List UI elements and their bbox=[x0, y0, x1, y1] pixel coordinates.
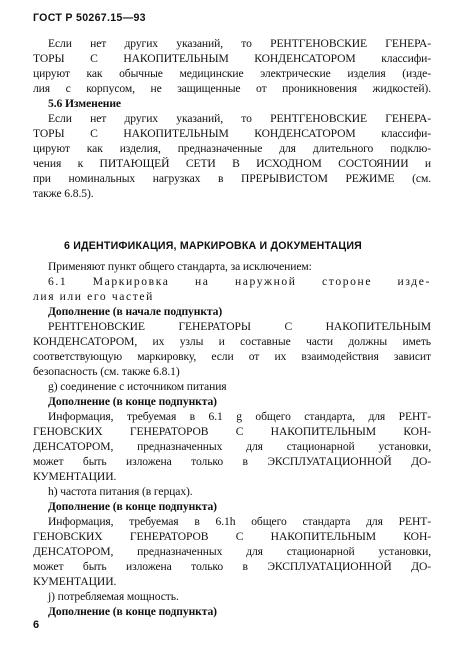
text-line: чения к ПИТАЮЩЕЙ СЕТИ В ИСХОДНОМ СОСТОЯНИИ и bbox=[33, 157, 431, 170]
clause-title: 6.1 Маркировка на наружной стороне изде- bbox=[48, 275, 431, 288]
text-line: РЕНТГЕНОВСКИЕ ГЕНЕРАТОРЫ С НАКОПИТЕЛЬНЫМ bbox=[48, 320, 431, 333]
text-line: цируют как изделия, предназначенные для длительного подклю- bbox=[33, 142, 431, 155]
text-line: ГЕНОВСКИХ ГЕНЕРАТОРОВ С НАКОПИТЕЛЬНЫМ КОН- bbox=[33, 530, 431, 543]
text-line: Информация, требуемая в 6.1 g общего стандарта, для РЕНТ- bbox=[48, 410, 431, 423]
text-line: лия с корпусом, не защищенные от проникновения жидкостей). bbox=[33, 82, 431, 95]
text-line: также 6.8.5). bbox=[33, 187, 94, 200]
text-line: ТОРЫ С НАКОПИТЕЛЬНЫМ КОНДЕНСАТОРОМ классифи- bbox=[33, 127, 431, 140]
document-header: ГОСТ Р 50267.15—93 bbox=[33, 12, 146, 24]
text-line: Информация, требуемая в 6.1h общего стандарта для РЕНТ- bbox=[48, 515, 431, 528]
text-line: Если нет других указаний, то РЕНТГЕНОВСКИЕ ГЕНЕРА- bbox=[48, 112, 431, 125]
amendment-label: Дополнение (в конце подпункта) bbox=[48, 395, 217, 408]
page-number: 6 bbox=[33, 619, 40, 631]
section-heading: 6 ИДЕНТИФИКАЦИЯ, МАРКИРОВКА И ДОКУМЕНТАЦИЯ bbox=[64, 240, 362, 252]
text-line: может быть изложена только в ЭКСПЛУАТАЦИОННОЙ ДО- bbox=[33, 455, 431, 468]
item-title: g) соединение с источником питания bbox=[48, 380, 227, 393]
item-title: j) потребляемая мощность. bbox=[48, 590, 179, 603]
text-line: при номинальных нагрузках в ПРЕРЫВИСТОМ РЕЖИМЕ (см. bbox=[33, 172, 431, 185]
text-line: КУМЕНТАЦИИ. bbox=[33, 470, 117, 483]
text-line: ГЕНОВСКИХ ГЕНЕРАТОРОВ С НАКОПИТЕЛЬНЫМ КОН- bbox=[33, 425, 431, 438]
text-line: соответствующую маркировку, если от их взаимодействия зависит bbox=[33, 350, 431, 363]
text-line: Если нет других указаний, то РЕНТГЕНОВСКИЕ ГЕНЕРА- bbox=[48, 37, 431, 50]
clause-title: лия или его частей bbox=[33, 290, 154, 303]
text-line: КУМЕНТАЦИИ. bbox=[33, 575, 117, 588]
amendment-label: Дополнение (в конце подпункта) bbox=[48, 500, 217, 513]
text-line: Применяют пункт общего стандарта, за исключением: bbox=[48, 260, 312, 273]
text-line: цируют как обычные медицинские электрические изделия (изде- bbox=[33, 67, 431, 80]
amendment-label: Дополнение (в начале подпункта) bbox=[48, 305, 223, 318]
text-line: ТОРЫ С НАКОПИТЕЛЬНЫМ КОНДЕНСАТОРОМ классифи- bbox=[33, 52, 431, 65]
subclause-title: 5.6 Изменение bbox=[48, 97, 121, 110]
text-line: безопасность (см. также 6.8.1) bbox=[33, 365, 180, 378]
text-line: может быть изложена только в ЭКСПЛУАТАЦИОННОЙ ДО- bbox=[33, 560, 431, 573]
amendment-label: Дополнение (в конце подпункта) bbox=[48, 605, 217, 618]
text-line: ДЕНСАТОРОМ, предназначенных для стационарной установки, bbox=[33, 440, 431, 453]
text-line: КОНДЕНСАТОРОМ, их узлы и составные части должны иметь bbox=[33, 335, 431, 348]
item-title: h) частота питания (в герцах). bbox=[48, 485, 193, 498]
text-line: ДЕНСАТОРОМ, предназначенных для стационарной установки, bbox=[33, 545, 431, 558]
